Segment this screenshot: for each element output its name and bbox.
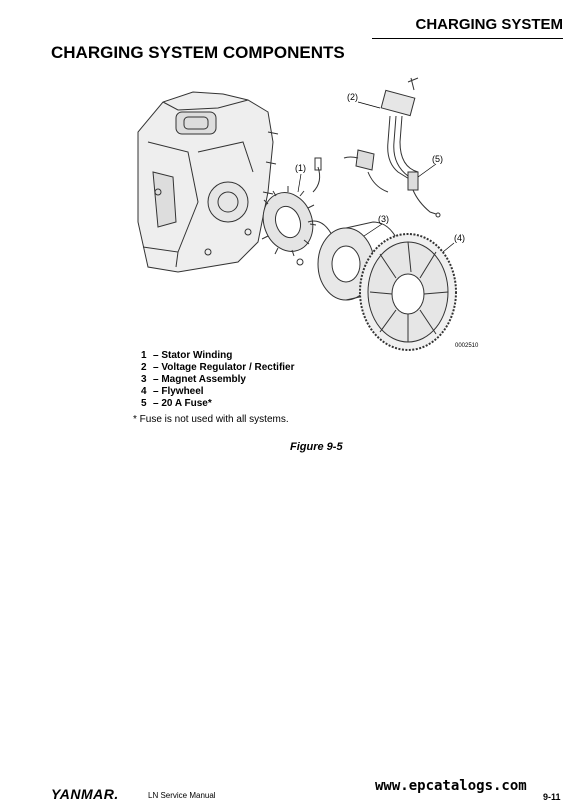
legend-item: 2 – Voltage Regulator / Rectifier bbox=[141, 362, 295, 373]
figure-code: 0002510 bbox=[455, 343, 479, 349]
figure-legend bbox=[141, 350, 295, 410]
legend-item: 4 – Flywheel bbox=[141, 386, 204, 397]
fuse-drawing bbox=[408, 172, 440, 217]
page-number: 9-11 bbox=[543, 792, 561, 802]
callout-4: (4) bbox=[454, 233, 465, 243]
callout-5: (5) bbox=[432, 154, 443, 164]
legend-item: 1 – Stator Winding bbox=[141, 350, 233, 361]
charging-components-illustration bbox=[118, 72, 490, 352]
callout-3: (3) bbox=[378, 214, 389, 224]
legend-item: 5 – 20 A Fuse* bbox=[141, 398, 212, 409]
flywheel-drawing bbox=[360, 234, 456, 350]
manual-name: LN Service Manual bbox=[148, 791, 216, 800]
callout-2: (2) bbox=[347, 92, 358, 102]
page-title: CHARGING SYSTEM COMPONENTS bbox=[51, 43, 345, 62]
engine-block-drawing bbox=[138, 92, 278, 272]
fuse-note: * Fuse is not used with all systems. bbox=[133, 414, 289, 425]
section-header: CHARGING SYSTEM bbox=[415, 16, 563, 33]
watermark: www.epcatalogs.com bbox=[375, 778, 527, 794]
figure-caption: Figure 9-5 bbox=[290, 441, 343, 453]
yanmar-logo: YANMAR. bbox=[51, 786, 119, 802]
callout-1: (1) bbox=[295, 163, 306, 173]
legend-item: 3 – Magnet Assembly bbox=[141, 374, 246, 385]
header-rule bbox=[372, 38, 563, 39]
